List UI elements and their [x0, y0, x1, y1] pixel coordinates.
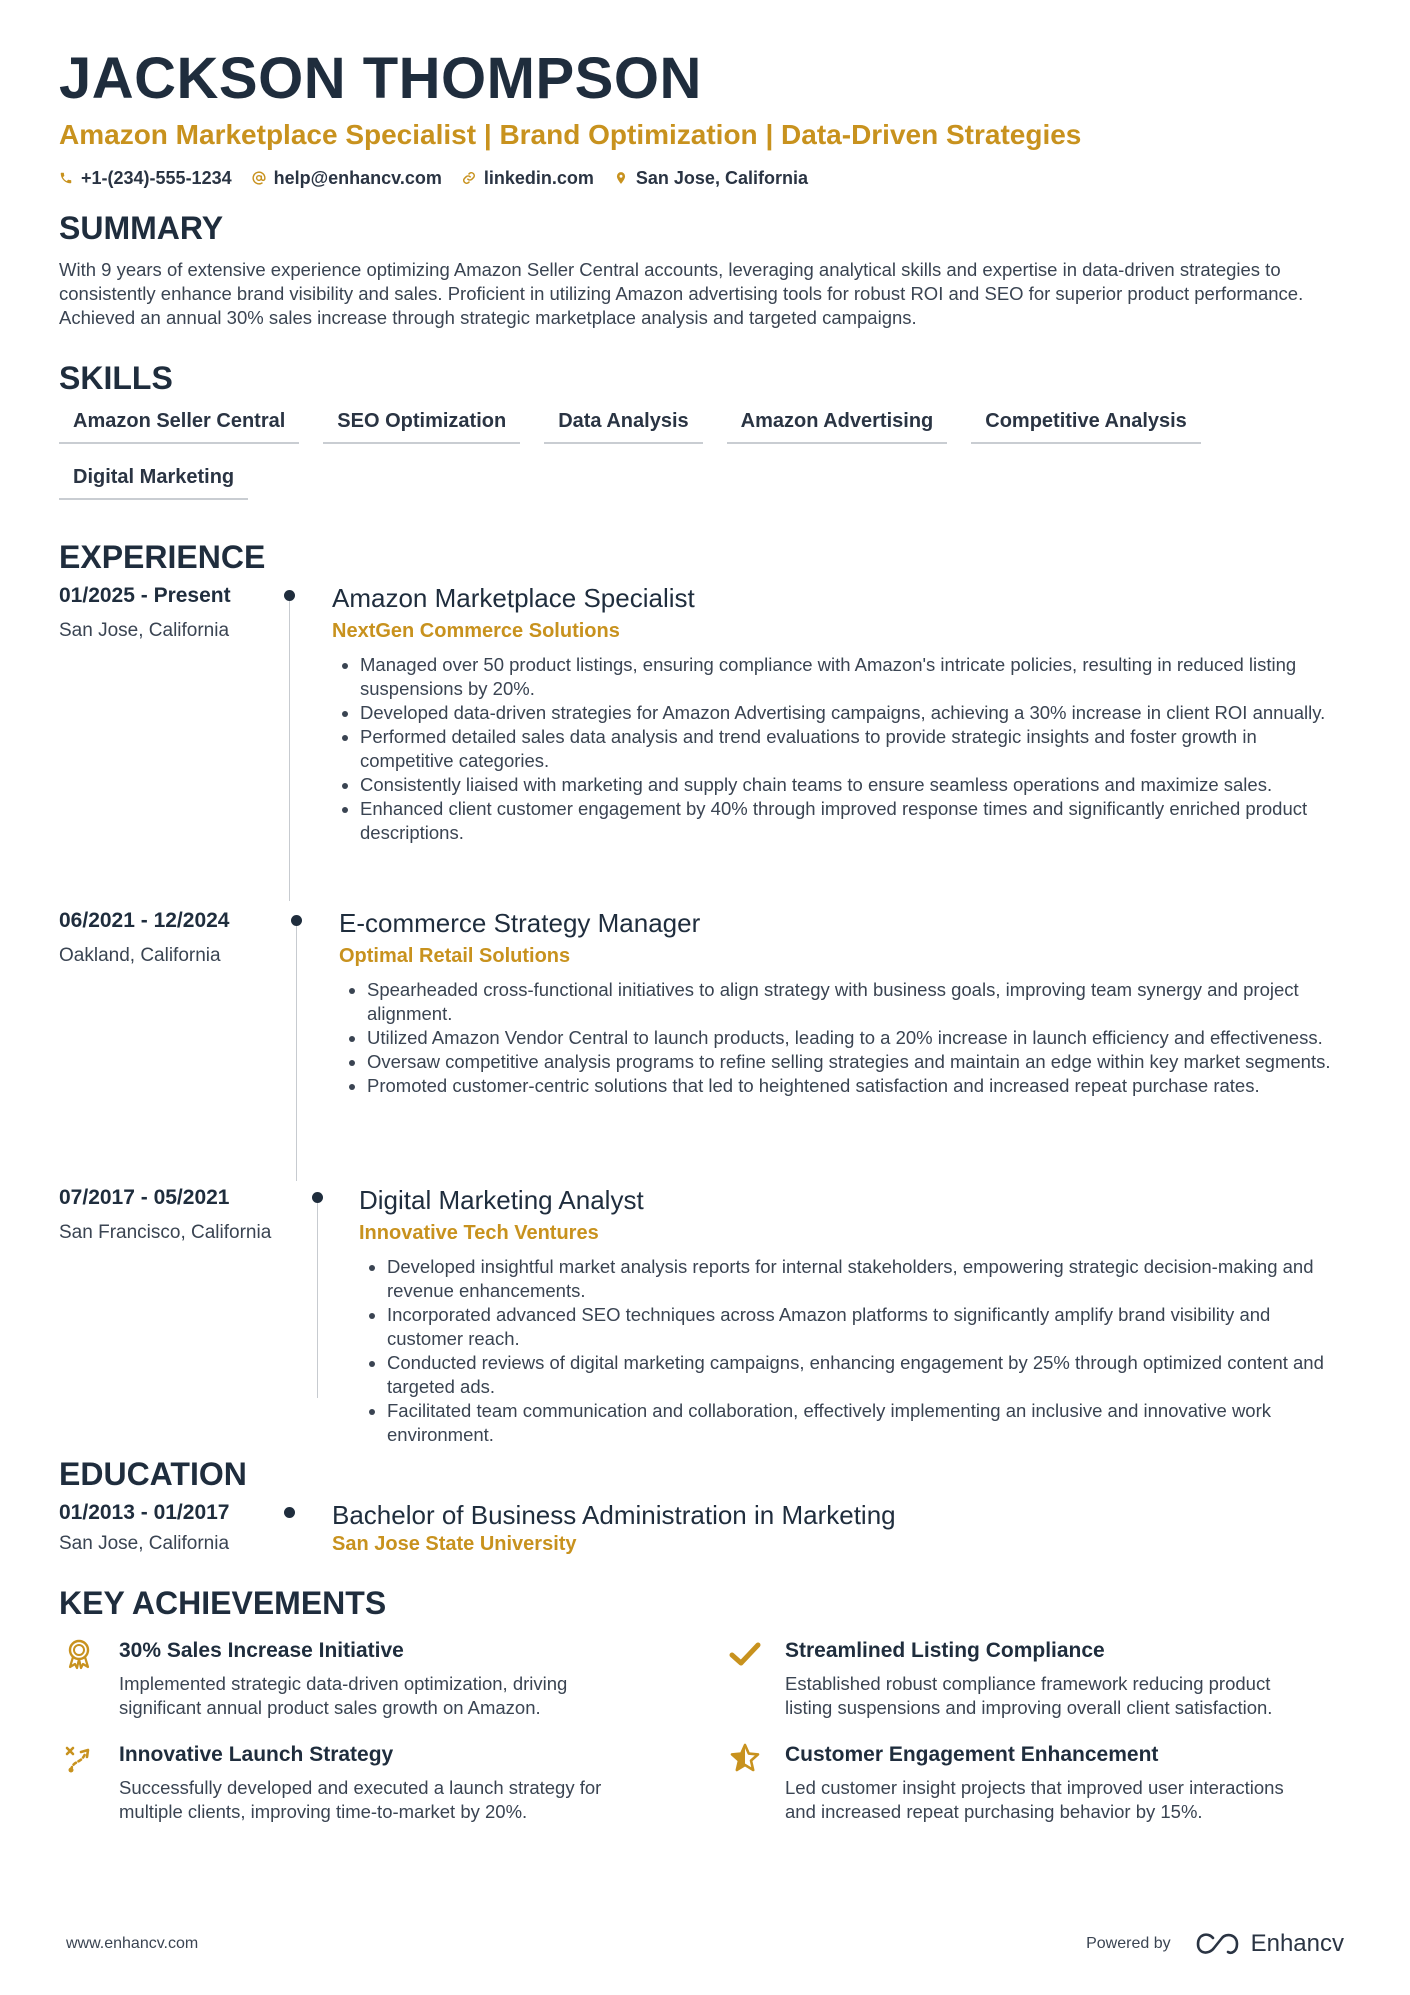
skill-tag: Competitive Analysis	[971, 410, 1201, 444]
education-dates: 01/2013 - 01/2017	[59, 1501, 230, 1525]
experience-location: Oakland, California	[59, 945, 221, 967]
at-sign-icon	[252, 171, 266, 185]
experience-entry	[59, 1185, 1351, 1460]
experience-location: San Francisco, California	[59, 1222, 272, 1244]
bullet-item: • Spearheaded cross-functional initiatives to align strategy with business goals, improving team synergy and project alignment.	[367, 978, 1351, 1026]
achievement-item	[59, 1742, 619, 1824]
bullet-item: • Conducted reviews of digital marketing campaigns, enhancing engagement by 25% through optimized content and targeted ads.	[387, 1351, 1351, 1399]
company-name: Optimal Retail Solutions	[339, 945, 571, 968]
star-icon	[729, 1742, 761, 1774]
bullet-item: • Incorporated advanced SEO techniques across Amazon platforms to significantly amplify brand visibility and customer reach.	[387, 1303, 1351, 1351]
job-bullets	[339, 978, 1351, 1098]
bullet-item: • Facilitated team communication and collaboration, effectively implementing an inclusive and innovative work environment.	[387, 1399, 1351, 1447]
achievements-title: KEY ACHIEVEMENTS	[59, 1585, 387, 1622]
experience-dates: 07/2017 - 05/2021	[59, 1186, 230, 1210]
email-text: help@enhancv.com	[273, 167, 442, 188]
achievement-item	[725, 1742, 1285, 1824]
achievement-desc: Led customer insight projects that improved user interactions and increased repeat purchasing behavior by 15%.	[785, 1776, 1284, 1822]
summary-text: With 9 years of extensive experience optimizing Amazon Seller Central accounts, leveraging analytical skills and expertise in data-driven strategies to consistently enhance brand visibility and sales. Proficient in utilizing Amazon advertising tools for robust ROI and SEO for superior product performance. Achieved an annual 30% sales increase through strategic marketplace analysis and targeted campaigns.	[59, 258, 1304, 328]
powered-by-label: Powered by	[1086, 1935, 1171, 1952]
experience-section	[59, 540, 1351, 1460]
strategy-path-icon	[63, 1742, 95, 1774]
timeline-dot	[284, 1507, 295, 1518]
timeline-dot	[291, 915, 302, 926]
footer-website[interactable]: www.enhancv.com	[66, 1935, 199, 1952]
education-title: EDUCATION	[59, 1456, 247, 1493]
education-entry	[59, 1500, 1351, 1580]
company-name: NextGen Commerce Solutions	[332, 620, 620, 643]
job-bullets	[332, 653, 1351, 845]
brand-name: Enhancv	[1250, 1930, 1344, 1957]
degree-title: Bachelor of Business Administration in Marketing	[332, 1500, 896, 1531]
experience-entry	[59, 908, 1351, 1185]
achievement-desc: Established robust compliance framework reducing product listing suspensions and improving overall client satisfaction.	[785, 1672, 1273, 1718]
achievement-desc: Implemented strategic data-driven optimization, driving significant annual product sales growth on Amazon.	[119, 1672, 568, 1718]
contact-email[interactable]	[252, 168, 442, 189]
contact-linkedin[interactable]	[462, 168, 594, 189]
bullet-item: • Performed detailed sales data analysis and trend evaluations to provide strategic insights and foster growth in competitive categories.	[360, 725, 1351, 773]
experience-title: EXPERIENCE	[59, 538, 266, 575]
job-bullets	[359, 1255, 1351, 1447]
timeline-line	[317, 1203, 318, 1398]
education-location: San Jose, California	[59, 1533, 230, 1555]
skill-tag: Amazon Advertising	[727, 410, 948, 444]
bullet-item: • Oversaw competitive analysis programs to refine selling strategies and maintain an edge within key market segments.	[367, 1050, 1351, 1074]
summary-section	[59, 211, 1351, 330]
skills-title: SKILLS	[59, 359, 173, 396]
powered-by	[1086, 1930, 1344, 1958]
timeline-dot	[312, 1192, 323, 1203]
tagline: Amazon Marketplace Specialist | Brand Optimization | Data-Driven Strategies	[59, 119, 1082, 150]
experience-dates: 06/2021 - 12/2024	[59, 909, 230, 933]
experience-entry	[59, 583, 1351, 908]
contact-location	[614, 168, 808, 189]
school-name: San Jose State University	[332, 1533, 577, 1556]
achievement-title: Streamlined Listing Compliance	[785, 1638, 1105, 1662]
achievements-grid	[59, 1638, 1351, 1848]
skills-list	[59, 410, 1299, 500]
enhancv-logo-icon	[1195, 1932, 1241, 1956]
achievement-title: Innovative Launch Strategy	[119, 1742, 394, 1766]
skill-tag: Digital Marketing	[59, 466, 248, 500]
contact-phone[interactable]	[59, 168, 232, 189]
footer	[66, 1930, 1344, 1958]
achievement-title: Customer Engagement Enhancement	[785, 1742, 1159, 1766]
education-section	[59, 1457, 1351, 1580]
candidate-name: JACKSON THOMPSON	[59, 46, 702, 111]
timeline-line	[289, 601, 290, 901]
job-title: E-commerce Strategy Manager	[339, 908, 701, 939]
skills-section	[59, 361, 1351, 500]
skill-tag: Amazon Seller Central	[59, 410, 299, 444]
experience-location: San Jose, California	[59, 620, 230, 642]
award-medal-icon	[63, 1638, 95, 1670]
job-title: Digital Marketing Analyst	[359, 1185, 644, 1216]
bullet-item: • Utilized Amazon Vendor Central to launch products, leading to a 20% increase in launch efficiency and effectiveness.	[367, 1026, 1351, 1050]
bullet-item: • Managed over 50 product listings, ensuring compliance with Amazon's intricate policies, resulting in reduced listing suspensions by 20%.	[360, 653, 1351, 701]
achievement-item	[725, 1638, 1285, 1720]
bullet-item: • Consistently liaised with marketing and supply chain teams to ensure seamless operations and maximize sales.	[360, 773, 1351, 797]
summary-title: SUMMARY	[59, 209, 224, 246]
checkmark-icon	[729, 1638, 761, 1670]
skill-tag: Data Analysis	[544, 410, 702, 444]
timeline-line	[296, 926, 297, 1181]
bullet-item: • Enhanced client customer engagement by 40% through improved response times and significantly enriched product descriptions.	[360, 797, 1351, 845]
timeline-dot	[284, 590, 295, 601]
link-icon	[462, 171, 476, 185]
experience-dates: 01/2025 - Present	[59, 584, 231, 608]
skill-tag: SEO Optimization	[323, 410, 520, 444]
achievements-section	[59, 1586, 1351, 1847]
phone-text: +1-(234)-555-1234	[81, 167, 232, 188]
location-pin-icon	[614, 171, 628, 185]
bullet-item: • Developed insightful market analysis reports for internal stakeholders, empowering strategic decision-making and revenue enhancements.	[387, 1255, 1351, 1303]
brand-logo[interactable]	[1195, 1930, 1344, 1958]
bullet-item: • Promoted customer-centric solutions that led to heightened satisfaction and increased repeat purchase rates.	[367, 1074, 1351, 1098]
phone-icon	[59, 171, 73, 185]
linkedin-text: linkedin.com	[483, 167, 594, 188]
achievement-item	[59, 1638, 619, 1720]
job-title: Amazon Marketplace Specialist	[332, 583, 695, 614]
company-name: Innovative Tech Ventures	[359, 1222, 599, 1245]
location-text: San Jose, California	[635, 167, 808, 188]
contact-bar	[59, 168, 1351, 189]
bullet-item: • Developed data-driven strategies for Amazon Advertising campaigns, achieving a 30% increase in client ROI annually.	[360, 701, 1351, 725]
achievement-title: 30% Sales Increase Initiative	[119, 1638, 404, 1662]
achievement-desc: Successfully developed and executed a launch strategy for multiple clients, improving time-to-market by 20%.	[119, 1776, 602, 1822]
